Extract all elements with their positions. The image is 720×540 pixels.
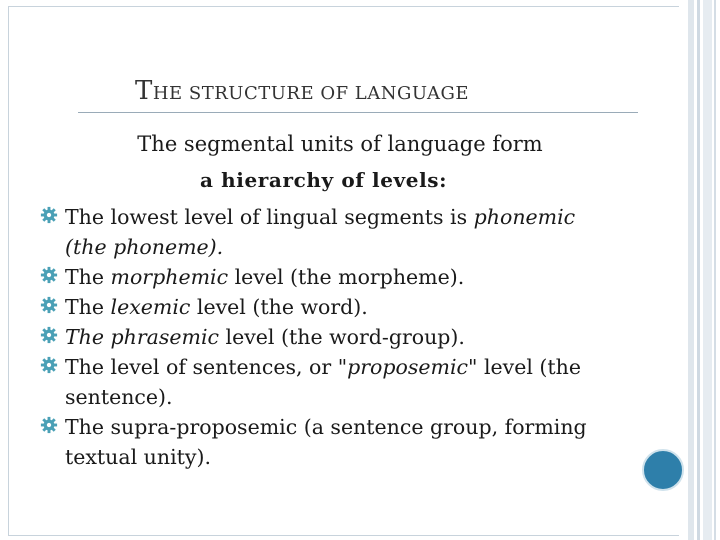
title-underline <box>78 112 638 113</box>
gear-icon <box>40 206 58 224</box>
title-initial: T <box>135 76 153 106</box>
list-item <box>40 412 640 472</box>
gear-icon <box>40 356 58 374</box>
decorative-stripe <box>714 0 716 540</box>
list-item <box>40 292 640 322</box>
list-item <box>40 202 640 262</box>
gear-icon <box>40 296 58 314</box>
gear-icon <box>40 416 58 434</box>
list-item <box>40 262 640 292</box>
item-line: The supra-proposemic (a sentence group, forming <box>65 415 587 439</box>
item-line: The level of sentences, or "proposemic" level (the <box>65 355 581 379</box>
slide-title <box>135 76 469 106</box>
item-line: The morphemic level (the morpheme). <box>65 265 465 289</box>
gear-icon <box>40 266 58 284</box>
list-item <box>40 352 640 412</box>
bullet-list <box>40 202 640 472</box>
decorative-circle <box>642 449 684 491</box>
item-line: The lowest level of lingual segments is phonemic <box>65 205 576 229</box>
list-item <box>40 322 640 352</box>
item-line: (the phoneme). <box>65 235 224 259</box>
item-line: sentence). <box>65 385 173 409</box>
title-rest: HE STRUCTURE OF LANGUAGE <box>152 83 470 104</box>
decorative-stripe <box>703 0 712 540</box>
gear-icon <box>40 326 58 344</box>
decorative-stripe <box>688 0 694 540</box>
intro-line-1: The segmental units of language form <box>137 132 543 156</box>
item-line: textual unity). <box>65 445 211 469</box>
item-line: The phrasemic level (the word-group). <box>65 325 465 349</box>
decorative-stripe <box>697 0 700 540</box>
intro-line-2: a hierarchy of levels: <box>200 168 448 192</box>
item-line: The lexemic level (the word). <box>65 295 368 319</box>
